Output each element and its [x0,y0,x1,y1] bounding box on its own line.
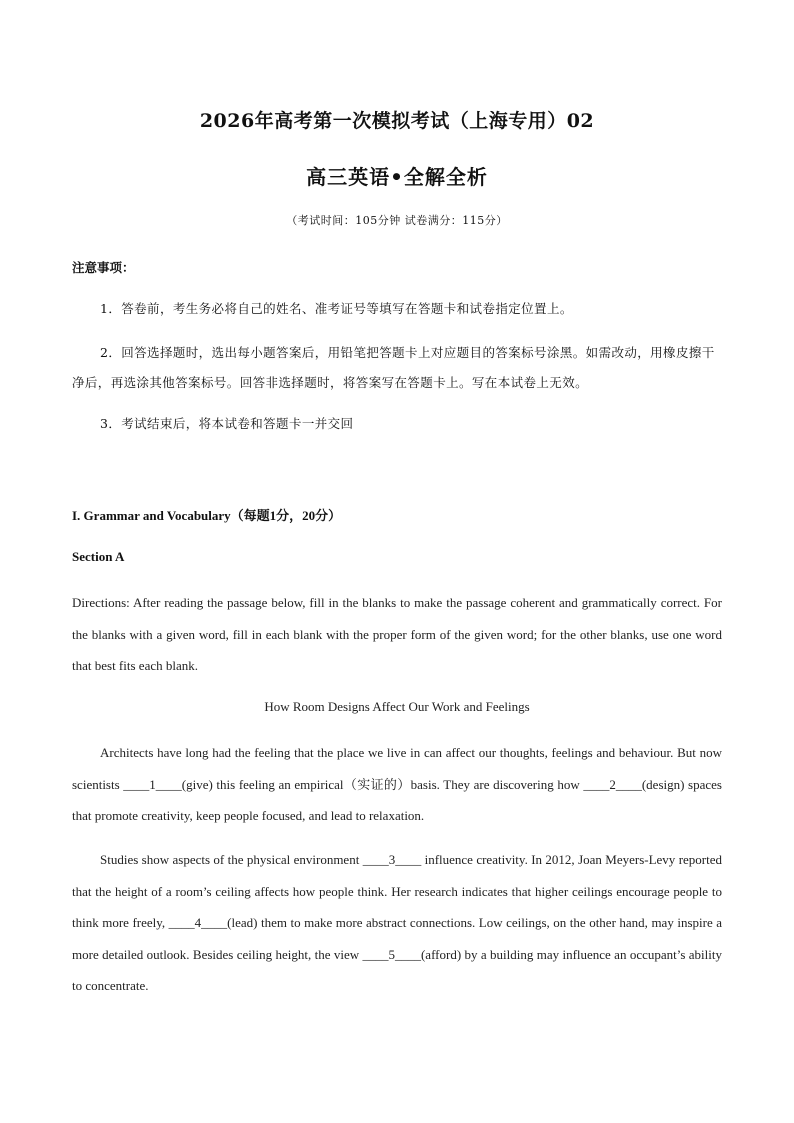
exam-info: （考试时间：105分钟 试卷满分：115分） [286,214,508,227]
notice-item: 3．考试结束后，将本试卷和答题卡一并交回 [100,416,354,431]
notice-item: 1．答卷前，考生务必将自己的姓名、准考证号等填写在答题卡和试卷指定位置上。 [100,301,573,316]
section-sub-heading: Section A [72,549,125,564]
directions-text: Directions: After reading the passage below, fill in the blanks to make the passage coherent and grammatically correct. For the blanks with a given word, fill in each blank with the proper form of the given word; for the other blanks, use one word that best fits each blank. [72,595,722,673]
passage-title: How Room Designs Affect Our Work and Feelings [264,699,530,714]
document-title: 2026年高考第一次模拟考试（上海专用）02 [199,110,595,132]
section-heading: I. Grammar and Vocabulary（每题1分，20分） [72,508,342,523]
passage-paragraph: Studies show aspects of the physical environment ____3____ influence creativity. In 2012, Joan Meyers-Levy reported that the height of a room’s ceiling affects how people think. Her research indicates that higher ceilings encourage people to think more freely, ____4____(lead) them to make more abstract connections. Low ceilings, on the other hand, may inspire a more detailed outlook. Besides ceiling height, the view ____5____(afford) by a building may influence an occupant’s ability to concentrate. [72,852,722,993]
notice-item: 2．回答选择题时，选出每小题答案后，用铅笔把答题卡上对应题目的答案标号涂黑。如需改动，用橡皮擦干净后，再选涂其他答案标号。回答非选择题时，将答案写在答题卡上。写在本试卷上无效。 [72,345,715,390]
document-subtitle: 高三英语•全解全析 [306,165,488,189]
notice-heading: 注意事项： [72,260,135,275]
passage-paragraph: Architects have long had the feeling that the place we live in can affect our thoughts, feelings and behaviour. But now scientists ____1____(give) this feeling an empirical（实证的）basis. They are discovering how ____2____(design) spaces that promote creativity, keep people focused, and lead to relaxation. [72,745,722,823]
